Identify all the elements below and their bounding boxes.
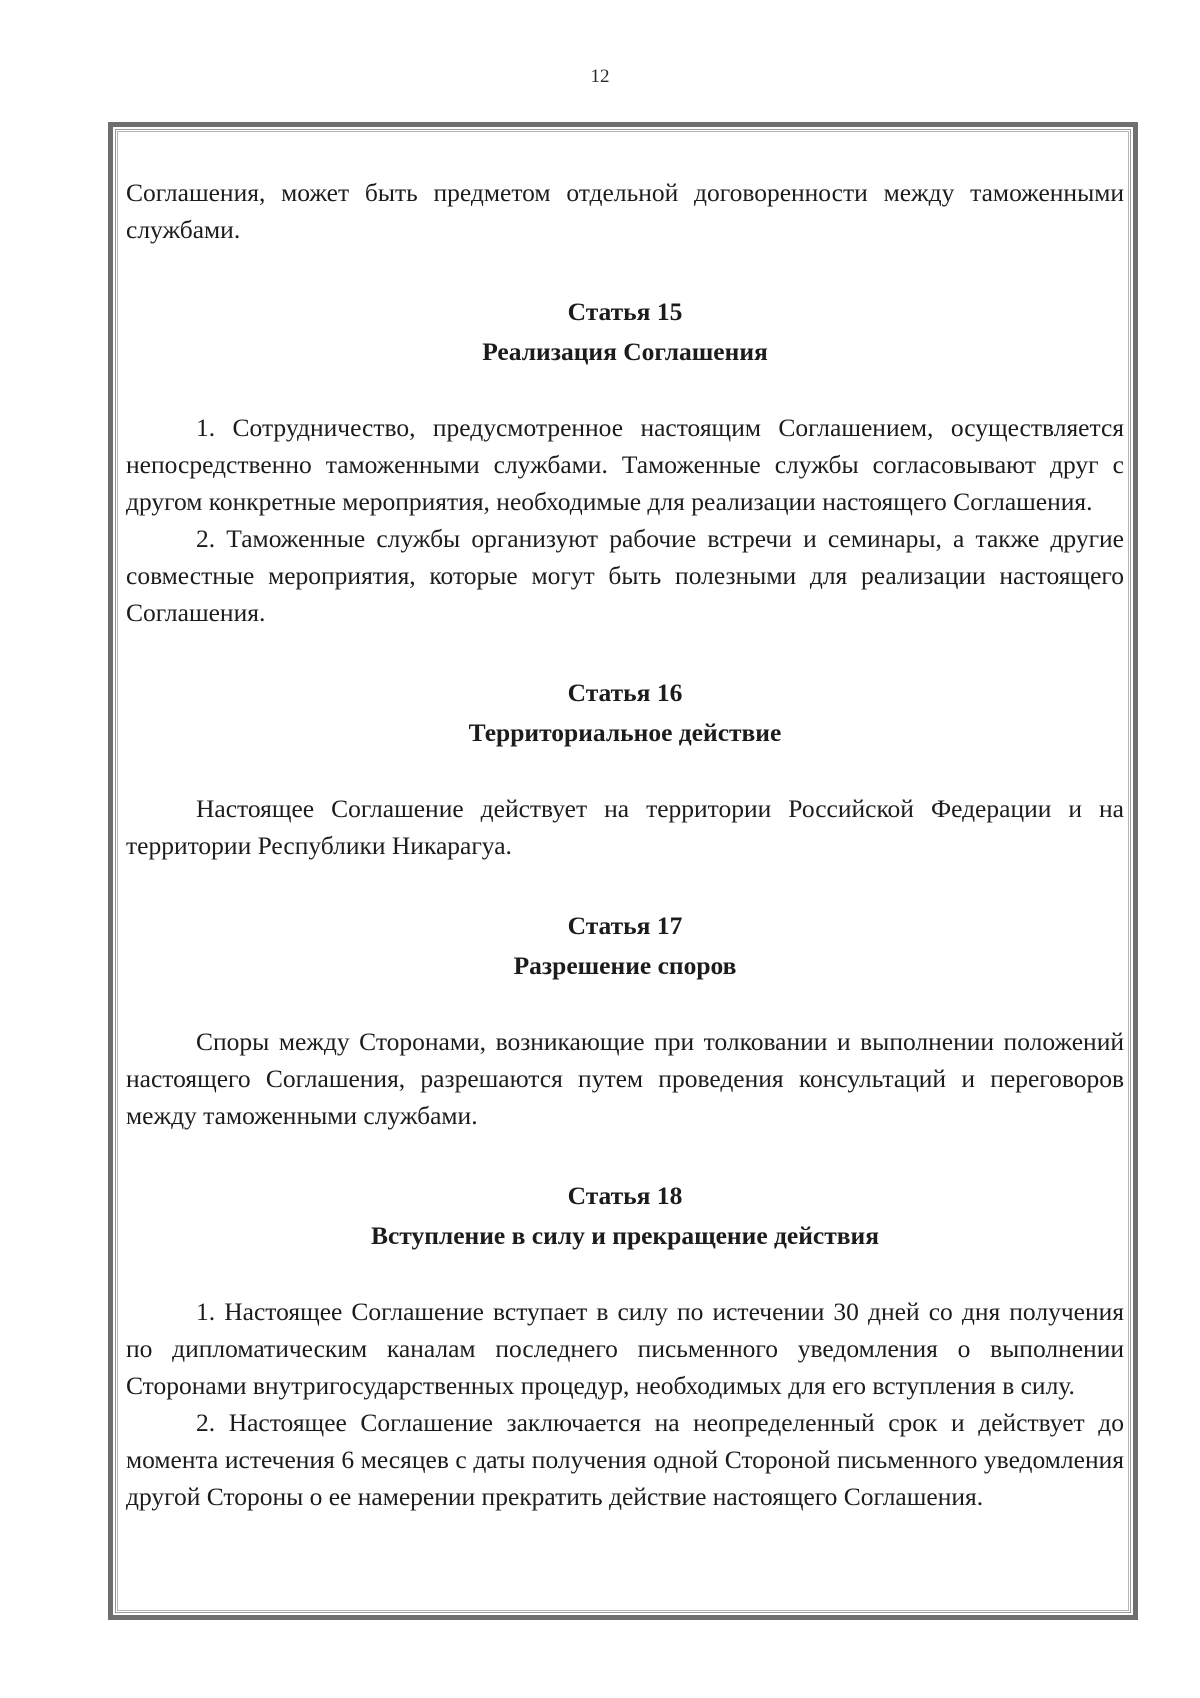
article-number: Статья 18 [567, 1181, 683, 1210]
article-number: Статья 17 [567, 911, 683, 940]
article-paragraph: 1. Настоящее Соглашение вступает в силу по истечении 30 дней со дня получения по дипломатическим каналам последнего письменного уведомления о выполнении Сторонами внутригосударственных процедур, необходимых для его вступления в силу. [126, 1297, 1124, 1400]
article-16 [126, 673, 1124, 864]
document-body [126, 174, 1124, 1515]
article-18 [126, 1176, 1124, 1515]
page-number: 12 [590, 66, 610, 87]
article-title: Разрешение споров [513, 951, 737, 980]
article-number: Статья 15 [567, 297, 683, 326]
article-paragraph: 1. Сотрудничество, предусмотренное настоящим Соглашением, осуществляется непосредственно таможенными службами. Таможенные службы согласовывают друг с другом конкретные мероприятия, необходимые для реализации настоящего Соглашения. [126, 413, 1124, 516]
article-17 [126, 906, 1124, 1134]
article-number: Статья 16 [567, 678, 683, 707]
article-paragraph: Споры между Сторонами, возникающие при толковании и выполнении положений настоящего Соглашения, разрешаются путем проведения консультаций и переговоров между таможенными службами. [126, 1027, 1124, 1130]
article-title: Территориальное действие [468, 718, 782, 747]
article-paragraph: Настоящее Соглашение действует на территории Российской Федерации и на территории Республики Никарагуа. [126, 794, 1124, 860]
article-title: Вступление в силу и прекращение действия [370, 1221, 880, 1250]
article-15 [126, 292, 1124, 631]
article-title: Реализация Соглашения [482, 337, 768, 366]
intro-paragraph: Соглашения, может быть предметом отдельной договоренности между таможенными службами. [126, 178, 1124, 244]
document-frame [108, 122, 1138, 1620]
article-paragraph: 2. Таможенные службы организуют рабочие встречи и семинары, а также другие совместные мероприятия, которые могут быть полезными для реализации настоящего Соглашения. [126, 524, 1124, 627]
article-paragraph: 2. Настоящее Соглашение заключается на неопределенный срок и действует до момента истечения 6 месяцев с даты получения одной Стороной письменного уведомления другой Стороны о ее намерении прекратить действие настоящего Соглашения. [126, 1408, 1124, 1511]
